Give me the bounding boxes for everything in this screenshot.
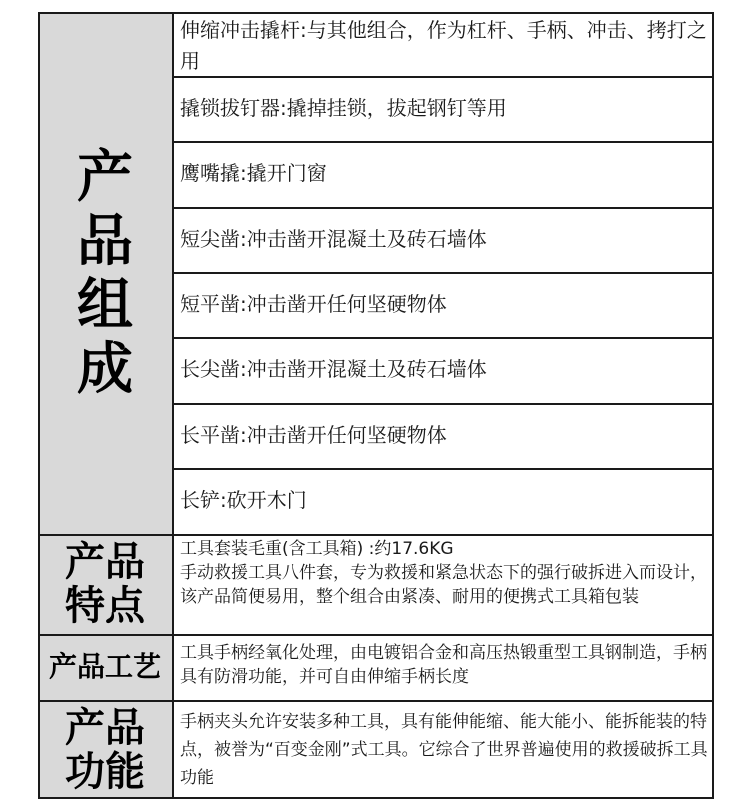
row-divider — [172, 468, 714, 470]
craft-label-text: 产品工艺 — [48, 650, 161, 683]
composition-label-text: 产品组成 — [77, 144, 133, 402]
composition-item: 撬锁拔钉器:撬掉挂锁，拔起钢钉等用 — [180, 96, 507, 120]
function-text: 手柄夹头允许安装多种工具，具有能伸能缩、能大能小、能拆能装的特点，被誉为“百变金刚”式工具。它综合了世界普遍使用的救援破拆工具功能 — [180, 712, 708, 788]
row-divider — [172, 337, 714, 339]
section-divider — [38, 700, 714, 702]
row-divider — [172, 272, 714, 274]
section-divider — [38, 634, 714, 636]
craft-text: 工具手柄经氧化处理，由电镀铝合金和高压热锻重型工具钢制造，手柄具有防滑功能，并可自由伸缩手柄长度 — [180, 643, 707, 687]
column-divider — [172, 12, 174, 799]
composition-item: 短尖凿:冲击凿开混凝土及砖石墙体 — [180, 227, 487, 251]
composition-item: 伸缩冲击撬杆:与其他组合，作为杠杆、手柄、冲击、拷打之用 — [180, 18, 707, 73]
composition-item: 长铲:砍开木门 — [180, 488, 307, 512]
row-divider — [172, 207, 714, 209]
section-divider — [38, 534, 714, 536]
function-label-text: 产品功能 — [65, 703, 145, 795]
composition-item: 鹰嘴撬:撬开门窗 — [180, 161, 327, 185]
row-divider — [172, 141, 714, 143]
composition-item: 长平凿:冲击凿开任何坚硬物体 — [180, 423, 447, 447]
features-label-text: 产品特点 — [65, 538, 145, 629]
features-text: 工具套装毛重(含工具箱) :约17.6KG 手动救援工具八件套，专为救援和紧急状态下的强行破拆进入而设计，该产品简便易用，整个组合由紧凑、耐用的便携式工具箱包装 — [180, 539, 707, 607]
row-divider — [172, 76, 714, 78]
composition-item: 长尖凿:冲击凿开混凝土及砖石墙体 — [180, 357, 487, 381]
row-divider — [172, 403, 714, 405]
composition-item: 短平凿:冲击凿开任何坚硬物体 — [180, 292, 447, 316]
